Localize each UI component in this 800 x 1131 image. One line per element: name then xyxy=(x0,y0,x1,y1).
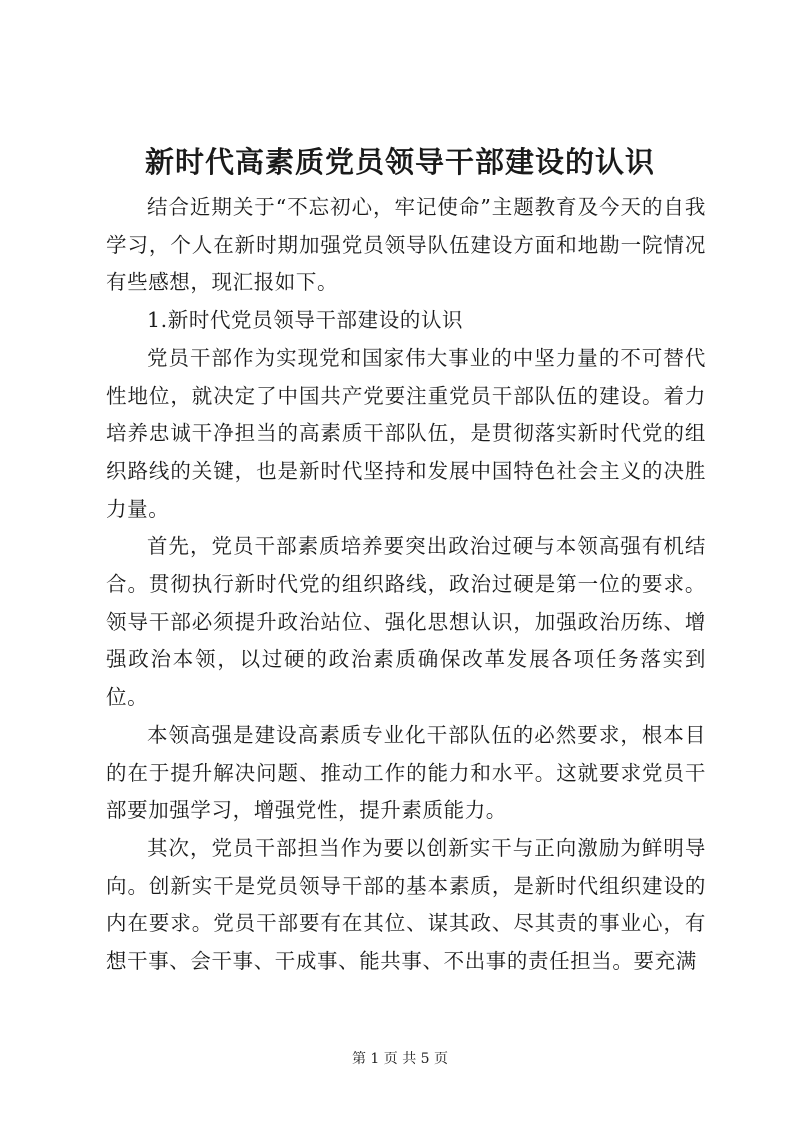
page-footer: 第 1 页 共 5 页 xyxy=(351,1051,449,1067)
document-body xyxy=(106,189,706,981)
paragraph-role: 党员干部作为实现党和国家伟大事业的中坚力量的不可替代性地位，就决定了中国共产党要注重党员干部队伍的建设。着力培养忠诚干净担当的高素质干部队伍，是贯彻落实新时代党的组织路线的关键，也是新时代坚持和发展中国特色社会主义的决胜力量。 xyxy=(106,345,706,521)
paragraph-first: 首先，党员干部素质培养要突出政治过硬与本领高强有机结合。贯彻执行新时代党的组织路线，政治过硬是第一位的要求。领导干部必须提升政治站位、强化思想认识，加强政治历练、增强政治本领，以过硬的政治素质确保改革发展各项任务落实到位。 xyxy=(106,534,706,710)
paragraph-ability: 本领高强是建设高素质专业化干部队伍的必然要求，根本目的在于提升解决问题、推动工作的能力和水平。这就要求党员干部要加强学习，增强党性，提升素质能力。 xyxy=(106,722,706,823)
document-title: 新时代高素质党员领导干部建设的认识 xyxy=(144,145,655,179)
paragraph-intro: 结合近期关于“不忘初心，牢记使命”主题教育及今天的自我学习，个人在新时期加强党员领导队伍建设方面和地勘一院情况有些感想，现汇报如下。 xyxy=(106,195,706,295)
section-heading: 1.新时代党员领导干部建设的认识 xyxy=(147,308,464,333)
paragraph-second: 其次，党员干部担当作为要以创新实干与正向激励为鲜明导向。创新实干是党员领导干部的基本素质，是新时代组织建设的内在要求。党员干部要有在其位、谋其政、尽其责的事业心，有想干事、会干事、干成事、能共事、不出事的责任担当。要充满 xyxy=(106,835,706,974)
